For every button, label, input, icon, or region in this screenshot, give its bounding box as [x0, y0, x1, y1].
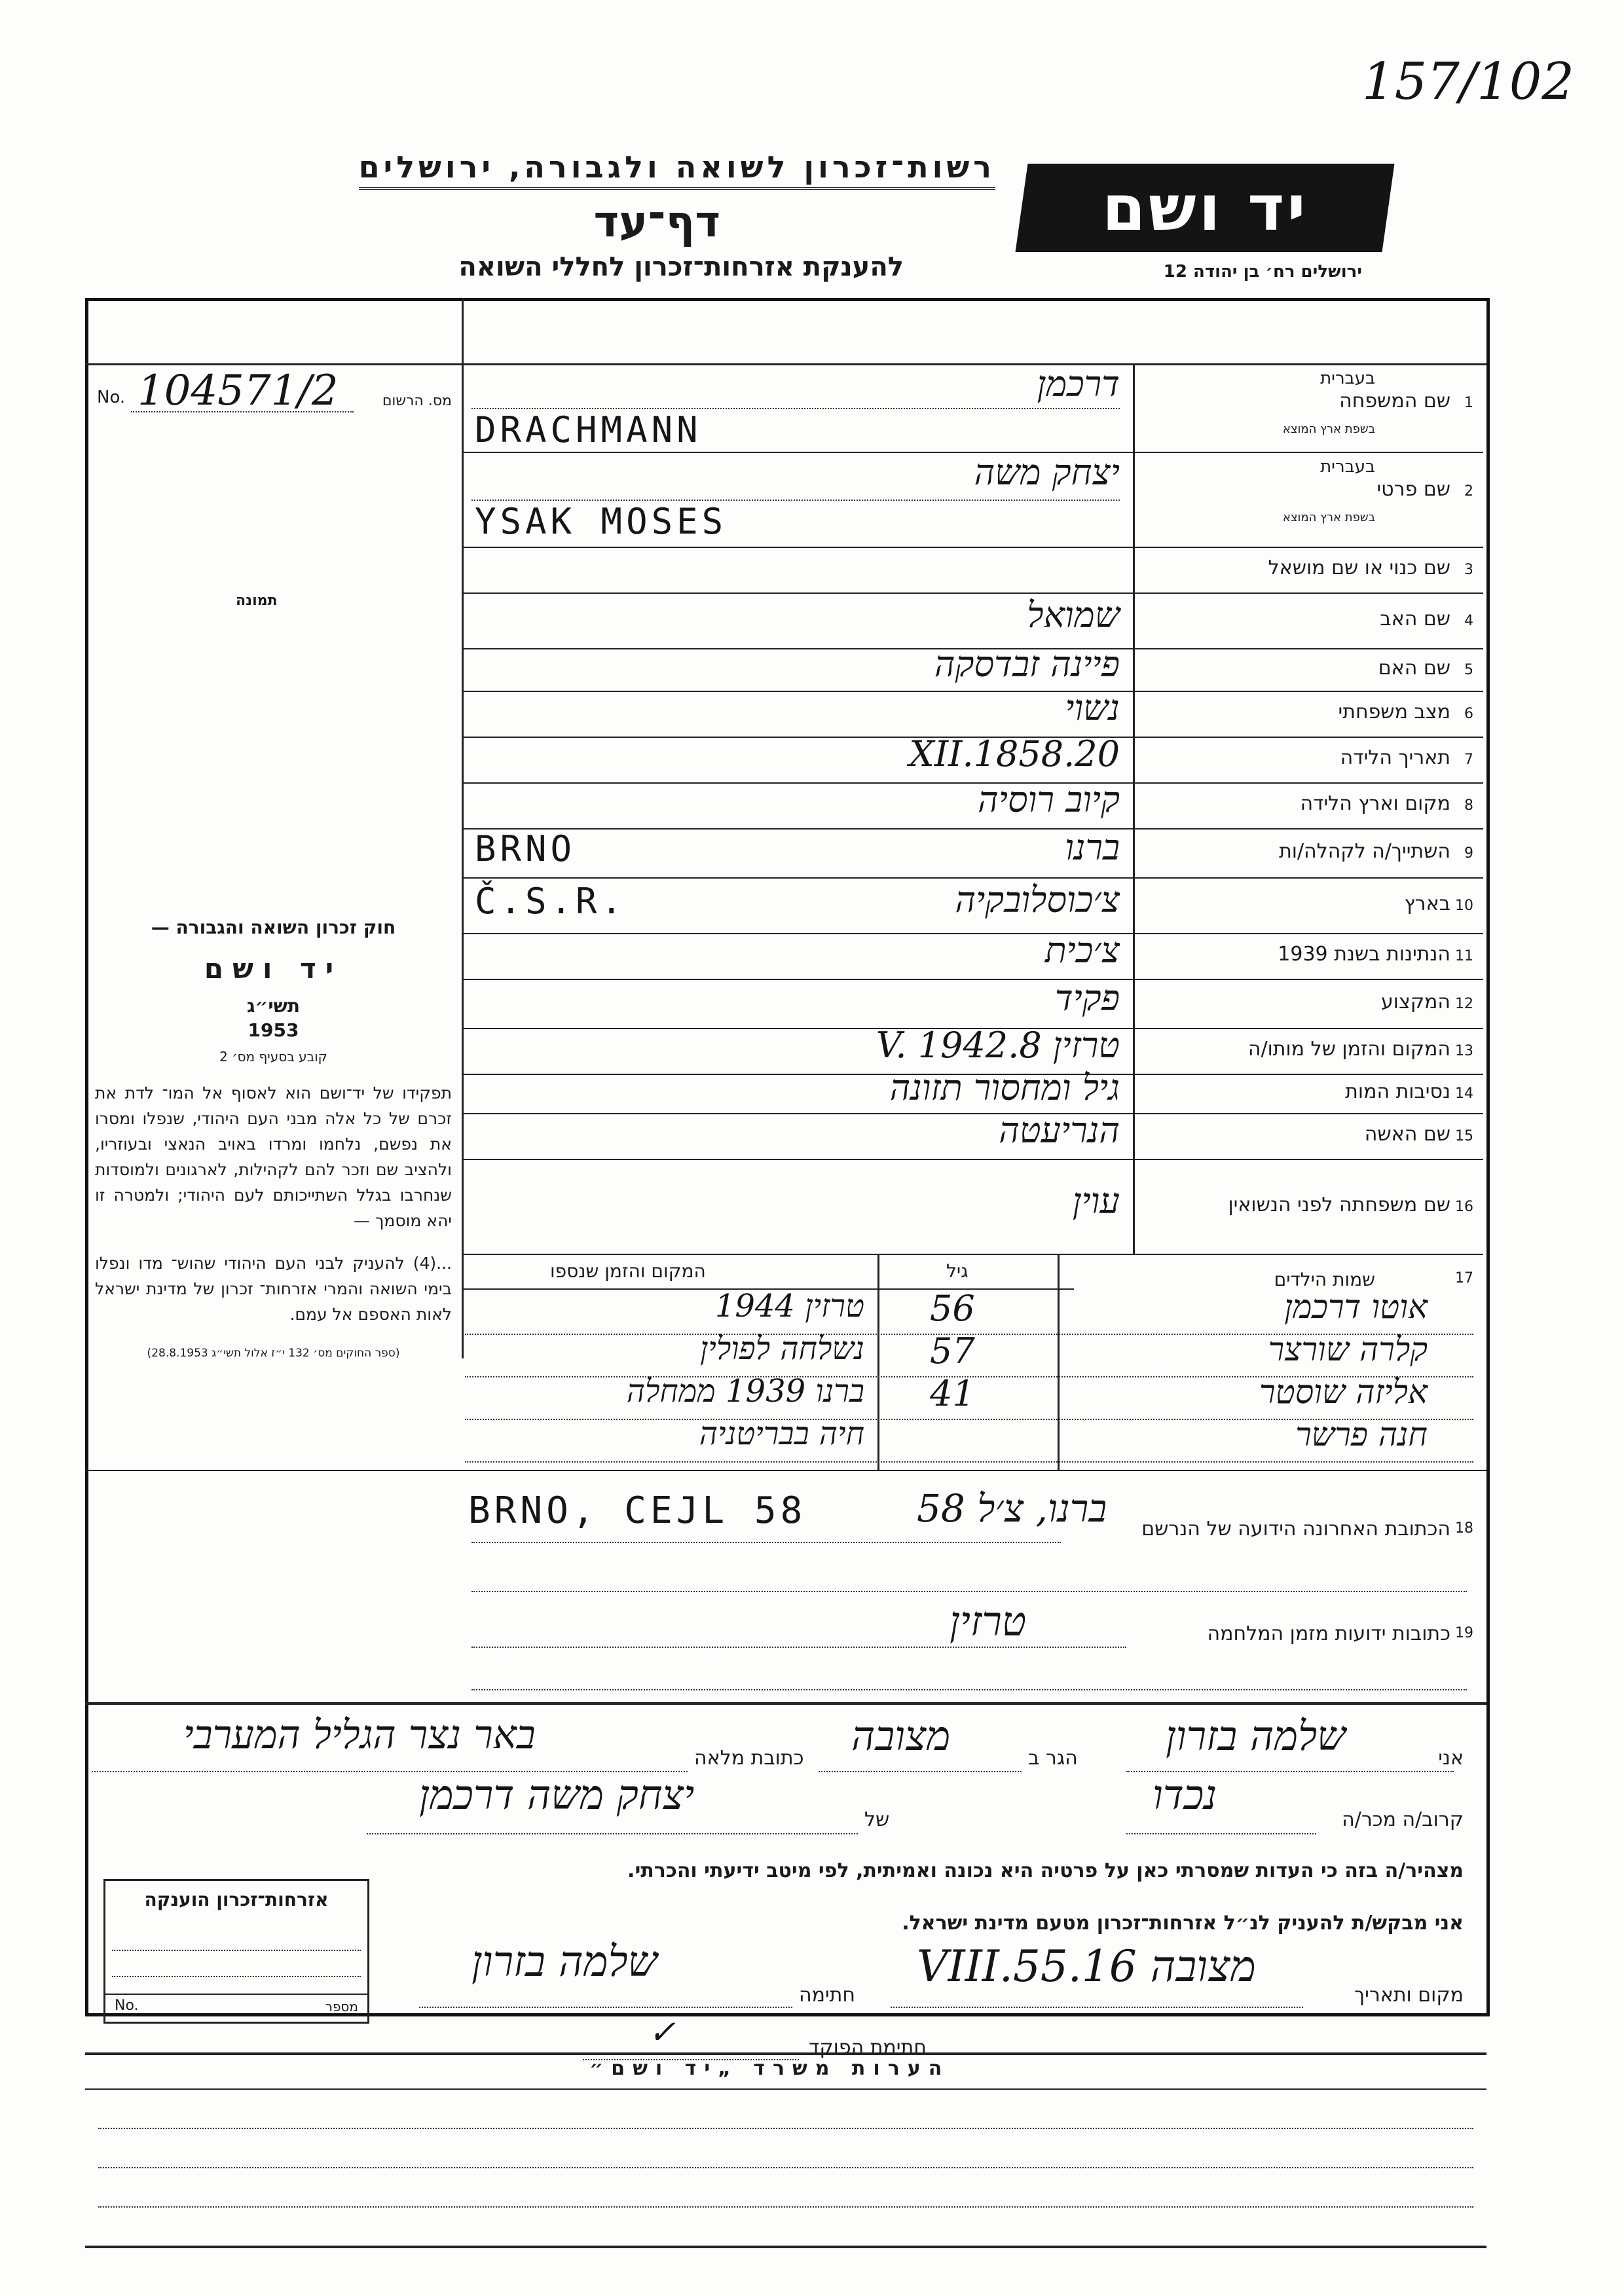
decl-i-label: אני [1438, 1747, 1464, 1770]
field-value: ברנו [1065, 826, 1120, 868]
address-value-latin: BRNO, CEJL 58 [468, 1489, 807, 1532]
field-value: קיוב רוסיה [978, 779, 1120, 820]
children-age-label: גיל [946, 1260, 969, 1282]
child-name: אליזה שוסטר [1259, 1373, 1428, 1411]
registration-no-label: No. [97, 388, 126, 407]
field-label: המקום והזמן של מותו/ה [1247, 1038, 1450, 1061]
decl-residing-value: מצובה [851, 1712, 951, 1760]
field-num: 9 [1464, 845, 1473, 862]
field-sublabel-origin: בשפת ארץ המוצא [1282, 511, 1375, 524]
field-num: 10 [1455, 897, 1473, 914]
field-label: שם האשה [1364, 1123, 1450, 1146]
child-name: חנה פרשר [1295, 1415, 1428, 1453]
field-label: מקום וארץ הלידה [1300, 792, 1450, 815]
field-value: הנריעטה [999, 1110, 1120, 1151]
field-num: 7 [1464, 752, 1473, 768]
field-num: 3 [1464, 562, 1473, 578]
photo-label: תמונה [236, 592, 278, 609]
field-num: 13 [1455, 1043, 1473, 1059]
form-title: דף־עד [593, 196, 720, 247]
field-label: מצב משפחתי [1338, 701, 1450, 723]
field-num: 6 [1464, 706, 1473, 722]
field-num: 16 [1455, 1198, 1473, 1215]
field-num: 4 [1464, 612, 1473, 629]
field-sublabel-hebrew: בעברית [1320, 457, 1375, 477]
field-sublabel-hebrew: בעברית [1320, 369, 1375, 388]
form-subtitle: להענקת אזרחות־זכרון לחללי השואה [458, 252, 904, 282]
decl-relation-label: קרוב/ה מכר/ה [1342, 1808, 1464, 1831]
field-label: הנתינות בשנת 1939 [1278, 943, 1450, 966]
field-label: שם המשפחה [1339, 390, 1450, 412]
law-source: (ספר החוקים מס׳ 132 י״ז אלול תשי״ג 28.8.1953) [147, 1347, 400, 1360]
law-year-hebrew: תשי״ג [247, 995, 300, 1017]
field-num: 11 [1455, 948, 1473, 964]
wartime-num: 19 [1455, 1625, 1473, 1641]
field-value: דרכמן [1037, 363, 1120, 405]
child-place: ברנו 1939 ממחלה [626, 1373, 864, 1410]
field-value: גיל ומחסור תזונה [889, 1067, 1120, 1108]
field-label: שם פרטי [1376, 478, 1450, 501]
certificate-number-label: מספר [325, 1999, 358, 2014]
field-value: פיינה זבדסקה [934, 643, 1120, 685]
yad-vashem-logo [1016, 164, 1395, 252]
field-label: השתייך/ה לקהלה/ות [1279, 839, 1450, 863]
decl-signature-value: שלמה בזרון [471, 1938, 657, 1986]
law-name: יד ושם [204, 953, 343, 985]
certificate-title: אזרחות־זכרון הוענקה [144, 1889, 329, 1910]
field-num: 12 [1455, 995, 1473, 1012]
law-para2: ...(4) להעניק לבני העם היהודי שהוש־ מדו ונפלו בימי השואה והמרי אזרחות־ זכרון של מדינת ישראל לאות האספם אל עמם. [95, 1254, 452, 1324]
field-value: יצחק משה [974, 452, 1120, 493]
field-value-latin: Č.S.R. [475, 880, 627, 922]
child-place: נשלחה לפולין [700, 1330, 864, 1367]
address-value: ברנו, צ׳ל 58 [917, 1486, 1107, 1531]
law-clause: קובע בסעיף מס׳ 2 [219, 1049, 327, 1065]
address-label: הכתובת האחרונה הידועה של הנרשם [1141, 1518, 1450, 1540]
decl-signature-label: חתימה [799, 1984, 856, 2007]
field-value: פקיד [1054, 977, 1120, 1019]
decl-place-date-value: מצובה 16.VIII.55 [917, 1941, 1256, 1992]
law-line1: חוק זכרון השואה והגבורה — [151, 917, 396, 938]
decl-declarant: שלמה בזרון [1166, 1712, 1346, 1760]
children-label: שמות הילדים [1274, 1269, 1375, 1290]
field-num: 8 [1464, 797, 1473, 814]
field-label: המקצוע [1380, 990, 1450, 1013]
certificate-box [103, 1879, 369, 2024]
wartime-value: טרזין [950, 1597, 1027, 1645]
address-num: 18 [1455, 1520, 1473, 1537]
child-age: 56 [930, 1288, 975, 1329]
decl-of-label: של [864, 1808, 890, 1831]
child-age: 57 [930, 1330, 975, 1372]
field-label: שם האם [1378, 656, 1450, 680]
children-place-label: המקום והזמן שנספו [550, 1260, 706, 1282]
field-label: שם משפחתה לפני הנשואין [1228, 1193, 1450, 1216]
field-label: תאריך הלידה [1340, 746, 1450, 769]
child-place: חיה בבריטניה [699, 1415, 864, 1452]
field-value: עוין [1072, 1180, 1120, 1222]
law-box [95, 917, 452, 1360]
field-num: 2 [1464, 483, 1473, 500]
decl-statement: מצהיר/ה בזה כי העדות שמסרתי כאן על פרטיה היא נכונה ואמיתית, לפי מיטב ידיעתי והכרתי. [627, 1859, 1464, 1882]
child-place: טרזין 1944 [714, 1288, 864, 1324]
wartime-label: כתובות ידועות מזמן המלחמה [1207, 1622, 1450, 1645]
children-num: 17 [1455, 1270, 1473, 1286]
decl-place-date-label: מקום ותאריך [1354, 1984, 1464, 2007]
certificate-no-label: No. [115, 1997, 139, 2014]
child-name: אוטו דרכמן [1284, 1288, 1428, 1326]
field-value: שמואל [1027, 594, 1120, 636]
field-num: 15 [1455, 1128, 1473, 1144]
field-value-latin: BRNO [475, 828, 576, 869]
field-label: בארץ [1404, 892, 1450, 915]
officer-initials: ✓ [648, 2013, 676, 2051]
registration-label: מס. הרשום [382, 393, 452, 409]
field-sublabel-origin: בשפת ארץ המוצא [1282, 422, 1375, 436]
field-num: 1 [1464, 395, 1473, 411]
field-num: 14 [1455, 1085, 1473, 1102]
header-address: ירושלים רח׳ בן יהודה 12 [1163, 262, 1362, 282]
field-label: שם כנוי או שם מושאל [1268, 556, 1450, 579]
decl-officer-label: חתימת הפוקד [809, 2036, 927, 2059]
decl-request: אני מבקש/ת להעניק לנ״ל אזרחות־זכרון מטעם מדינת ישראל. [902, 1912, 1464, 1935]
decl-residing-label: הגר ב [1028, 1747, 1078, 1770]
field-value: 20.XII.1858 [909, 733, 1120, 774]
field-num: 5 [1464, 661, 1473, 678]
law-para1: תפקידו של יד־ושם הוא לאסוף אל המו־ לדת את זכרם של כל אלה מבני העם היהודי, שנפלו ומסרו את נפשם, נלחמו ומרדו באויב הנאצי ובעוזריו, ולהציב שם וזכר להם לקהילות, לארגונים ולמוסדות שנחרבו בגלל השתייכותם לעם היהודי; ולמטרה זו יהא מוסמך — [95, 1084, 452, 1230]
decl-full-address-label: כתובת מלאה [694, 1747, 804, 1770]
law-year: 1953 [248, 1019, 299, 1041]
registration-number: 104571/2 [138, 367, 339, 415]
office-notes-title: הערות משרד „יד ושם״ [589, 2057, 950, 2080]
decl-full-address-value: באר נצר הגליל המערבי [183, 1712, 536, 1758]
field-label: נסיבות המות [1345, 1080, 1450, 1103]
decl-of-value: יצחק משה דרכמן [419, 1771, 695, 1819]
field-value: צ׳כית [1044, 930, 1120, 971]
archive-number: 157/102 [1362, 52, 1575, 111]
decl-relation-value: נכדו [1153, 1771, 1217, 1819]
field-value: צ׳כוסלובקיה [955, 879, 1120, 920]
field-value-latin: YSAK MOSES [475, 500, 728, 542]
field-value-latin: DRACHMANN [475, 409, 702, 450]
field-value: טרזין 8.V. 1942 [876, 1025, 1120, 1066]
field-value: נשוי [1065, 687, 1120, 729]
child-age: 41 [930, 1373, 975, 1414]
field-label: שם האב [1380, 607, 1450, 630]
authority-title: רשות־זכרון לשואה ולגבורה, ירושלים [359, 149, 995, 190]
logo-text: יד ושם [1101, 171, 1308, 245]
child-name: קלרה שורצר [1268, 1330, 1428, 1368]
